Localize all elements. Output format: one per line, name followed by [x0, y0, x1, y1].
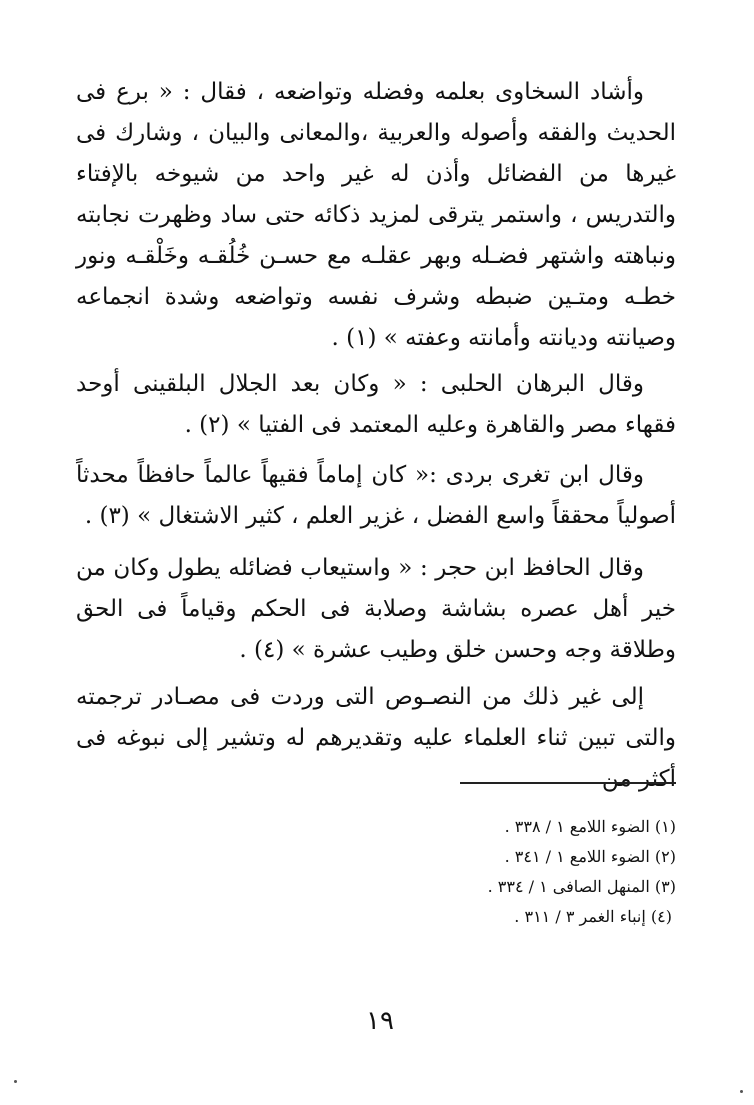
scan-speck	[14, 1080, 17, 1083]
page-number: ١٩	[366, 1006, 394, 1036]
footnote-separator	[460, 782, 676, 784]
paragraph-burhan-halabi-quote: وقال البرهان الحلبى : « وكان بعد الجلال البلقينى أوحد فقهاء مصر والقاهرة وعليه المعتمد فى الفتيا » (٢) .	[76, 371, 676, 438]
paragraph-closing: إلى غير ذلك من النصـوص التى وردت فى مصـادر ترجمته والتى تبين ثناء العلماء عليه وتقديرهم له وتشير إلى نبوغه فى أكثر من	[76, 684, 676, 792]
footnote-3: (٣) المنهل الصافى ١ / ٣٣٤ .	[487, 877, 676, 896]
footnote-4: (٤) إنباء الغمر ٣ / ٣١١ .	[514, 907, 672, 926]
body-text-block	[76, 72, 676, 359]
body-text-block	[76, 455, 676, 537]
paragraph-ibn-hajar-quote: وقال الحافظ ابن حجر : « واستيعاب فضائله يطول وكان من خير أهل عصره بشاشة وصلابة فى الحكم وقياماً فى الحق وطلاقة وجه وحسن خلق وطيب عشرة » (٤) .	[76, 555, 676, 663]
footnotes	[380, 812, 676, 932]
paragraph-ibn-taghri-birdi-quote: وقال ابن تغرى بردى :« كان إماماً فقيهاً عالماً حافظاً محدثاً أصولياً محققاً واسع الفضل ، غزير العلم ، كثير الاشتغال » (٣) .	[76, 462, 676, 529]
footnote-2: (٢) الضوء اللامع ١ / ٣٤١ .	[504, 847, 676, 866]
body-text-block	[76, 364, 676, 446]
footnote-1: (١) الضوء اللامع ١ / ٣٣٨ .	[504, 817, 676, 836]
paragraph-sakhawi-quote: وأشاد السخاوى بعلمه وفضله وتواضعه ، فقال : « برع فى الحديث والفقه وأصوله والعربية ،والمعانى والبيان ، وشارك فى غيرها من الفضائل وأذن له غير واحد من شيوخه بالإفتاء والتدريس ، واستمر يترقى لمزيد ذكائه حتى ساد وظهرت نجابته ونباهته واشتهر فضـله وبهر عقلـه مع حسـن خُلُقـه وخَلْقـه ونور خطـه ومتـين ضبطه وشرف نفسه وتواضعه وشدة انجماعه وصيانته وديانته وأمانته وعفته » (١) .	[76, 79, 676, 351]
scan-speck	[740, 1090, 743, 1093]
body-text-block	[76, 548, 676, 671]
